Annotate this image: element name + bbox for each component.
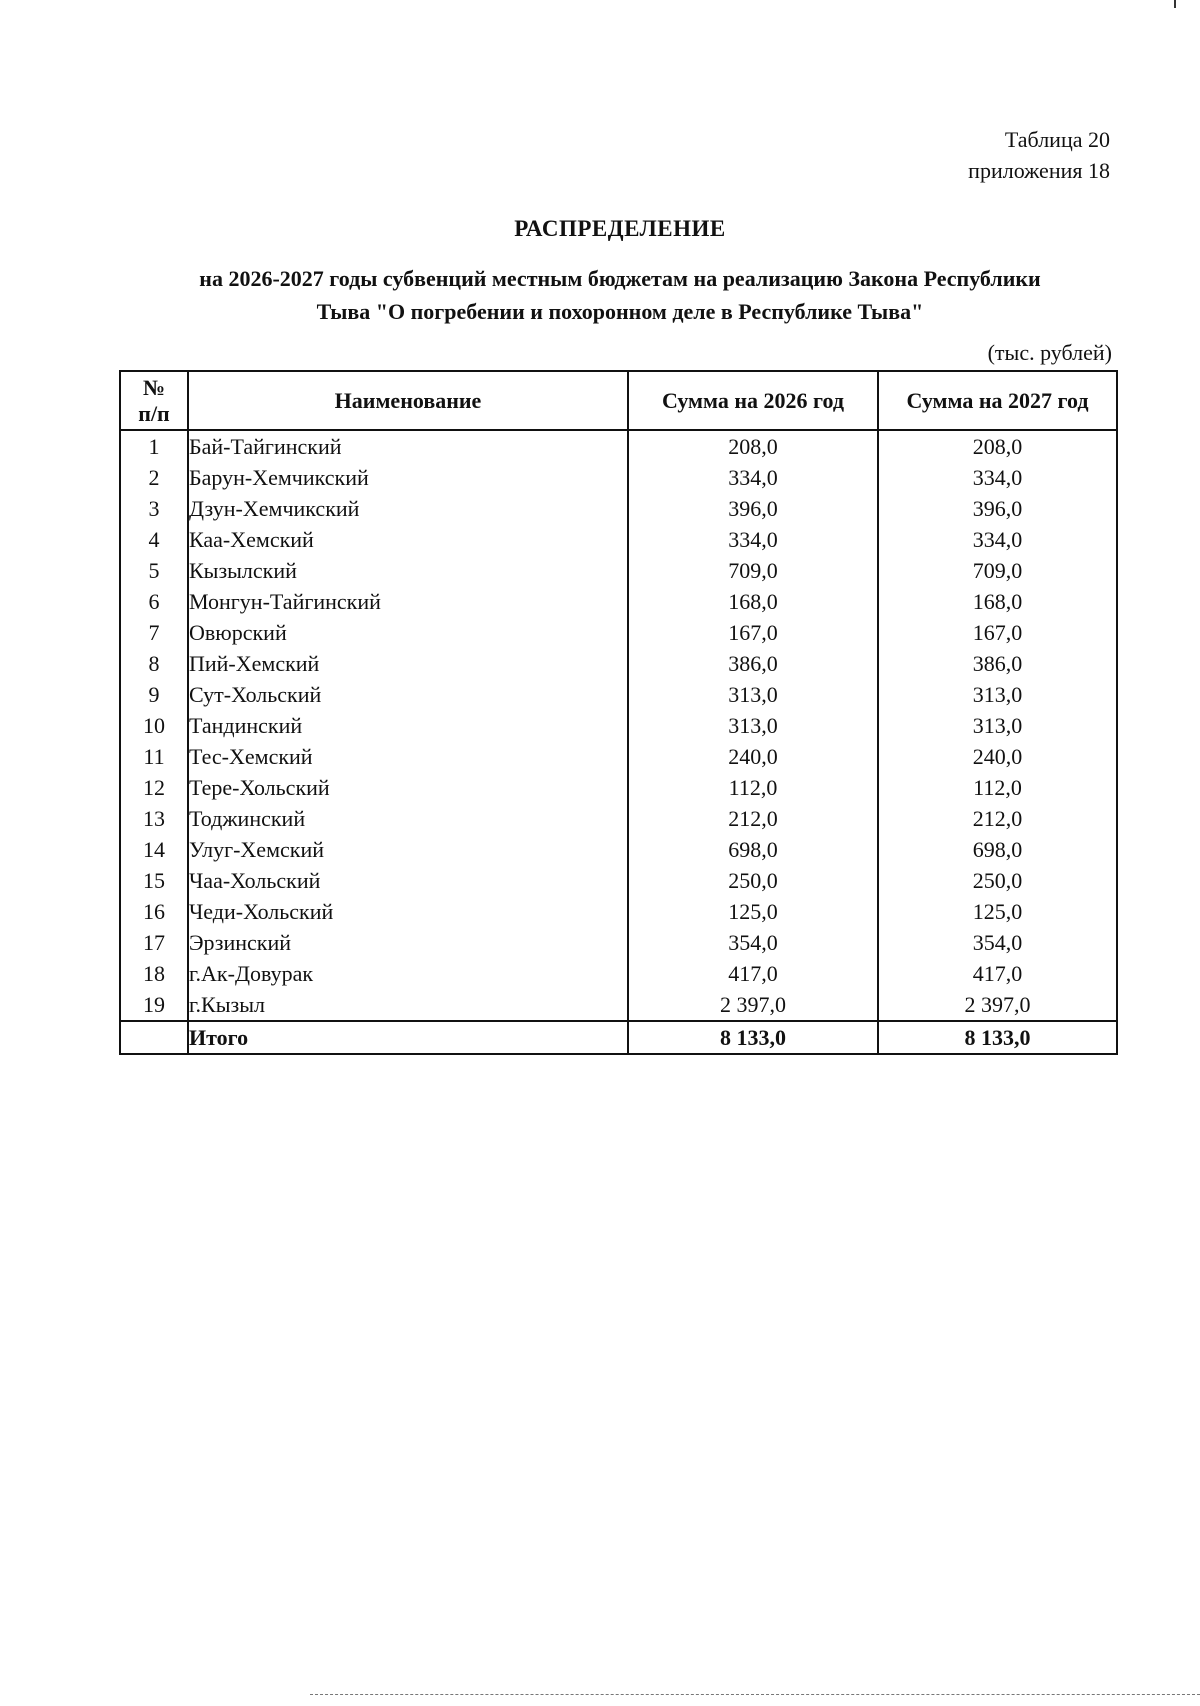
table-row <box>120 741 1117 772</box>
row-name: Эрзинский <box>188 927 628 958</box>
table-header-row <box>120 371 1117 430</box>
row-sum-2026: 386,0 <box>628 648 878 679</box>
table-row <box>120 958 1117 989</box>
row-sum-2026: 8 133,0 <box>628 1021 878 1054</box>
table-body <box>120 430 1117 1054</box>
row-sum-2027: 2 397,0 <box>878 989 1117 1021</box>
row-sum-2027: 240,0 <box>878 741 1117 772</box>
row-sum-2027: 334,0 <box>878 524 1117 555</box>
row-sum-2027: 125,0 <box>878 896 1117 927</box>
row-sum-2026: 208,0 <box>628 430 878 462</box>
row-name: Дзун-Хемчикский <box>188 493 628 524</box>
row-number: 8 <box>120 648 188 679</box>
row-number: 2 <box>120 462 188 493</box>
header-name: Наименование <box>188 371 628 430</box>
row-number: 10 <box>120 710 188 741</box>
row-sum-2026: 313,0 <box>628 710 878 741</box>
scan-mark <box>1174 0 1176 8</box>
header-sum-2026: Сумма на 2026 год <box>628 371 878 430</box>
row-number: 6 <box>120 586 188 617</box>
row-name: Улуг-Хемский <box>188 834 628 865</box>
row-number: 15 <box>120 865 188 896</box>
row-sum-2027: 212,0 <box>878 803 1117 834</box>
table-row <box>120 430 1117 462</box>
row-sum-2026: 698,0 <box>628 834 878 865</box>
row-sum-2027: 168,0 <box>878 586 1117 617</box>
row-sum-2027: 386,0 <box>878 648 1117 679</box>
row-name: Тере-Хольский <box>188 772 628 803</box>
row-sum-2026: 212,0 <box>628 803 878 834</box>
subtitle-line-1: на 2026-2027 годы субвенций местным бюджетам на реализацию Закона Республики <box>199 266 1041 291</box>
row-sum-2027: 396,0 <box>878 493 1117 524</box>
row-name: Овюрский <box>188 617 628 648</box>
row-number: 17 <box>120 927 188 958</box>
table-row <box>120 493 1117 524</box>
header-number-line-2: п/п <box>138 400 170 426</box>
row-sum-2026: 2 397,0 <box>628 989 878 1021</box>
row-name: г.Кызыл <box>188 989 628 1021</box>
header-sum-2027: Сумма на 2027 год <box>878 371 1117 430</box>
row-name: Итого <box>188 1021 628 1054</box>
document-title: РАСПРЕДЕЛЕНИЕ <box>514 216 726 241</box>
row-sum-2027: 250,0 <box>878 865 1117 896</box>
row-sum-2026: 334,0 <box>628 462 878 493</box>
row-sum-2027: 167,0 <box>878 617 1117 648</box>
row-sum-2026: 709,0 <box>628 555 878 586</box>
row-number <box>120 1021 188 1054</box>
row-name: Тоджинский <box>188 803 628 834</box>
row-sum-2026: 334,0 <box>628 524 878 555</box>
table-row <box>120 617 1117 648</box>
table-row <box>120 927 1117 958</box>
row-sum-2027: 313,0 <box>878 679 1117 710</box>
row-name: Пий-Хемский <box>188 648 628 679</box>
row-number: 13 <box>120 803 188 834</box>
units-label: (тыс. рублей) <box>987 340 1112 365</box>
table-row <box>120 803 1117 834</box>
table-number: Таблица 20 <box>1004 127 1110 152</box>
page-edge-line <box>310 1694 1200 1695</box>
row-name: Чеди-Хольский <box>188 896 628 927</box>
header-number <box>120 371 188 430</box>
row-number: 12 <box>120 772 188 803</box>
header-number-line-1: № <box>142 374 166 400</box>
row-sum-2027: 354,0 <box>878 927 1117 958</box>
row-sum-2027: 417,0 <box>878 958 1117 989</box>
appendix-number: приложения 18 <box>968 158 1110 183</box>
row-sum-2026: 354,0 <box>628 927 878 958</box>
row-name: Каа-Хемский <box>188 524 628 555</box>
row-name: г.Ак-Довурак <box>188 958 628 989</box>
row-number: 11 <box>120 741 188 772</box>
row-number: 14 <box>120 834 188 865</box>
row-name: Барун-Хемчикский <box>188 462 628 493</box>
table-total-row <box>120 1021 1117 1054</box>
row-sum-2027: 208,0 <box>878 430 1117 462</box>
table-row <box>120 710 1117 741</box>
row-name: Монгун-Тайгинский <box>188 586 628 617</box>
row-sum-2027: 8 133,0 <box>878 1021 1117 1054</box>
table-row <box>120 865 1117 896</box>
row-number: 16 <box>120 896 188 927</box>
row-sum-2026: 112,0 <box>628 772 878 803</box>
table-row <box>120 555 1117 586</box>
row-number: 3 <box>120 493 188 524</box>
row-name: Тес-Хемский <box>188 741 628 772</box>
row-sum-2026: 125,0 <box>628 896 878 927</box>
table-row <box>120 679 1117 710</box>
document-subtitle <box>120 262 1120 328</box>
row-name: Кызылский <box>188 555 628 586</box>
row-number: 1 <box>120 430 188 462</box>
table-row <box>120 586 1117 617</box>
row-number: 4 <box>120 524 188 555</box>
row-sum-2027: 313,0 <box>878 710 1117 741</box>
table-row <box>120 989 1117 1021</box>
table-row <box>120 772 1117 803</box>
table-row <box>120 524 1117 555</box>
row-sum-2027: 112,0 <box>878 772 1117 803</box>
row-sum-2027: 709,0 <box>878 555 1117 586</box>
row-number: 9 <box>120 679 188 710</box>
table-reference <box>968 124 1110 186</box>
row-sum-2026: 250,0 <box>628 865 878 896</box>
row-name: Сут-Хольский <box>188 679 628 710</box>
row-sum-2026: 167,0 <box>628 617 878 648</box>
row-name: Чаа-Хольский <box>188 865 628 896</box>
row-sum-2026: 396,0 <box>628 493 878 524</box>
row-name: Бай-Тайгинский <box>188 430 628 462</box>
row-number: 7 <box>120 617 188 648</box>
subtitle-line-2: Тыва "О погребении и похоронном деле в Республике Тыва" <box>316 299 924 324</box>
row-sum-2026: 240,0 <box>628 741 878 772</box>
row-number: 19 <box>120 989 188 1021</box>
row-sum-2026: 168,0 <box>628 586 878 617</box>
distribution-table <box>119 370 1118 1055</box>
table-row <box>120 648 1117 679</box>
row-sum-2026: 313,0 <box>628 679 878 710</box>
table-row <box>120 834 1117 865</box>
row-number: 18 <box>120 958 188 989</box>
row-sum-2027: 698,0 <box>878 834 1117 865</box>
table-row <box>120 462 1117 493</box>
row-name: Тандинский <box>188 710 628 741</box>
row-sum-2027: 334,0 <box>878 462 1117 493</box>
row-number: 5 <box>120 555 188 586</box>
table-row <box>120 896 1117 927</box>
row-sum-2026: 417,0 <box>628 958 878 989</box>
